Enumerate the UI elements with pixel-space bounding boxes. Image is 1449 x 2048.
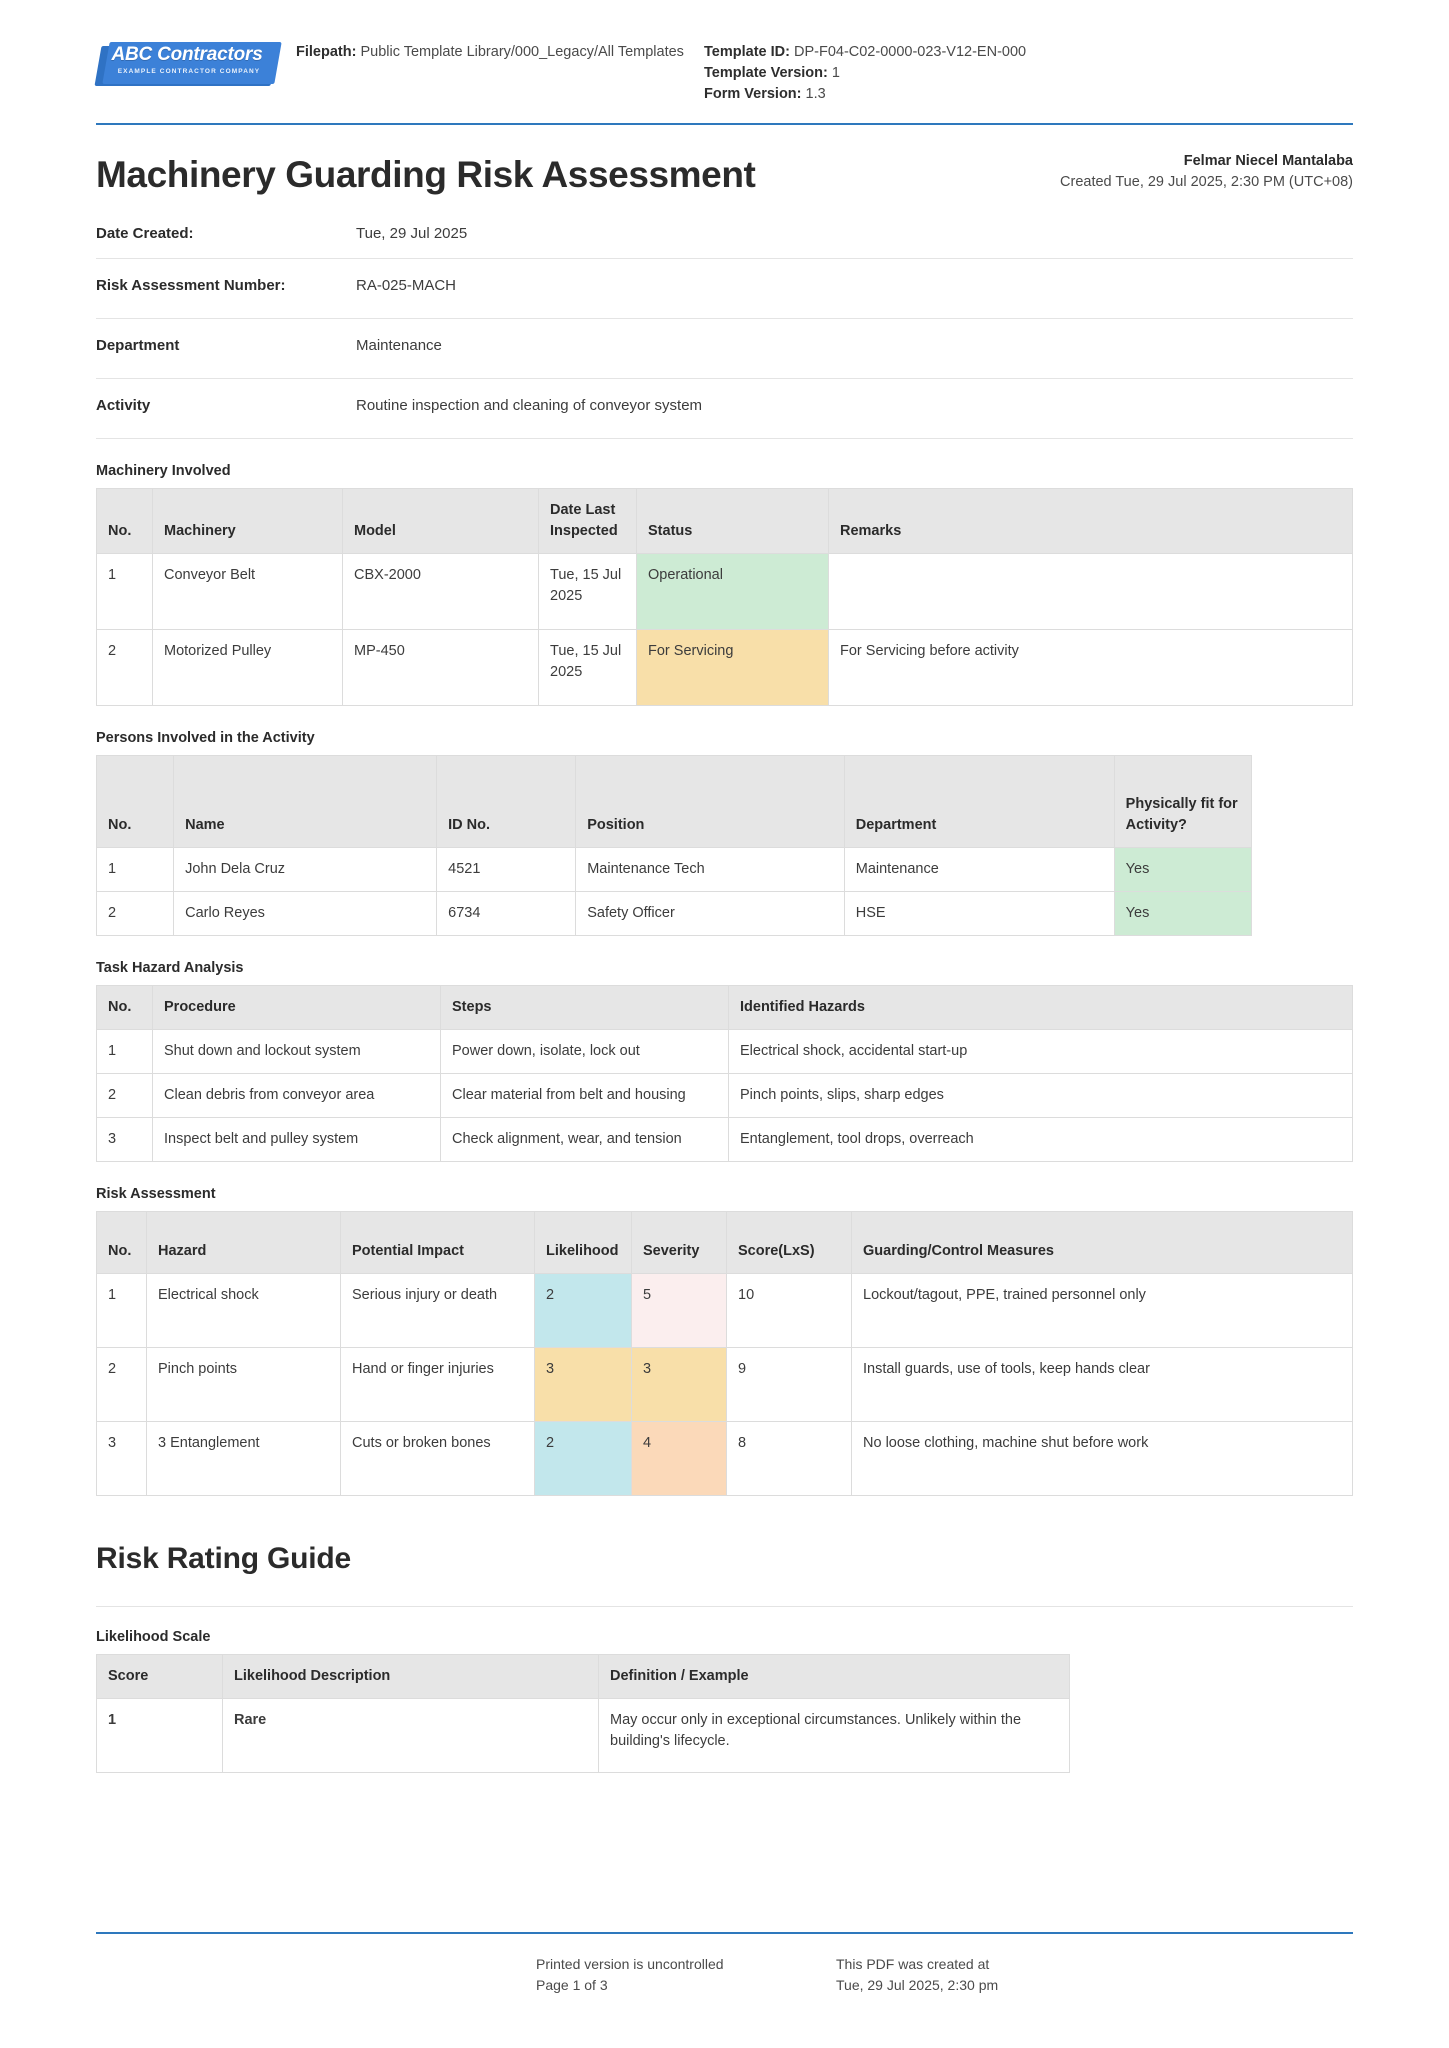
cell-no: 1 bbox=[97, 1030, 153, 1074]
column-header-no: No. bbox=[97, 756, 174, 848]
footer-left-spacer bbox=[96, 1954, 536, 1996]
column-header-remarks: Remarks bbox=[829, 489, 1353, 554]
column-header-definition-example: Definition / Example bbox=[599, 1655, 1070, 1699]
cell-score: 8 bbox=[727, 1422, 852, 1496]
cell-control-measures: Lockout/tagout, PPE, trained personnel only bbox=[852, 1274, 1353, 1348]
table-header-row bbox=[97, 1655, 1070, 1699]
cell-model: CBX-2000 bbox=[343, 554, 539, 630]
meta-row bbox=[96, 379, 1353, 439]
meta-row bbox=[96, 319, 1353, 379]
cell-name: Carlo Reyes bbox=[174, 892, 437, 936]
cell-steps: Clear material from belt and housing bbox=[441, 1074, 729, 1118]
column-header-model: Model bbox=[343, 489, 539, 554]
company-logo bbox=[96, 30, 296, 92]
meta-value: Tue, 29 Jul 2025 bbox=[356, 225, 468, 242]
template-version-row bbox=[704, 63, 1353, 84]
template-id-row bbox=[704, 42, 1353, 63]
cell-hazard: Electrical shock bbox=[147, 1274, 341, 1348]
cell-no: 2 bbox=[97, 1074, 153, 1118]
created-timestamp: Created Tue, 29 Jul 2025, 2:30 PM (UTC+08) bbox=[1060, 174, 1353, 190]
header-meta bbox=[296, 30, 1353, 105]
cell-machinery: Conveyor Belt bbox=[153, 554, 343, 630]
column-header-department: Department bbox=[844, 756, 1114, 848]
cell-no: 2 bbox=[97, 1348, 147, 1422]
cell-physically-fit: Yes bbox=[1114, 848, 1252, 892]
cell-identified-hazards: Entanglement, tool drops, overreach bbox=[729, 1118, 1353, 1162]
risk-assessment-table bbox=[96, 1211, 1353, 1496]
table-row bbox=[97, 1422, 1353, 1496]
cell-status: Operational bbox=[637, 554, 829, 630]
column-header-hazard: Hazard bbox=[147, 1212, 341, 1274]
cell-position: Safety Officer bbox=[576, 892, 845, 936]
filepath-block bbox=[296, 42, 688, 105]
section-title-risk-assessment: Risk Assessment bbox=[96, 1186, 216, 1202]
cell-control-measures: No loose clothing, machine shut before work bbox=[852, 1422, 1353, 1496]
cell-hazard: Pinch points bbox=[147, 1348, 341, 1422]
logo-tagline: EXAMPLE CONTRACTOR COMPANY bbox=[117, 68, 261, 75]
template-version-value: 1 bbox=[831, 65, 840, 81]
column-header-likelihood-description: Likelihood Description bbox=[223, 1655, 599, 1699]
table-row bbox=[97, 554, 1353, 630]
cell-likelihood-description: Rare bbox=[223, 1699, 599, 1773]
meta-value: Maintenance bbox=[356, 337, 442, 354]
title-row bbox=[96, 151, 1353, 197]
column-header-no: No. bbox=[97, 489, 153, 554]
header-divider bbox=[96, 123, 1353, 125]
meta-value: RA-025-MACH bbox=[356, 277, 457, 294]
footer-pdf-created bbox=[836, 1954, 1353, 1996]
meta-row bbox=[96, 213, 1353, 259]
column-header-guarding-control-measures: Guarding/Control Measures bbox=[852, 1212, 1353, 1274]
table-header-row bbox=[97, 986, 1353, 1030]
cell-date-last-inspected: Tue, 15 Jul 2025 bbox=[539, 630, 637, 706]
cell-model: MP-450 bbox=[343, 630, 539, 706]
cell-steps: Power down, isolate, lock out bbox=[441, 1030, 729, 1074]
cell-score: 10 bbox=[727, 1274, 852, 1348]
meta-row bbox=[96, 259, 1353, 319]
cell-hazard: 3 Entanglement bbox=[147, 1422, 341, 1496]
column-header-no: No. bbox=[97, 986, 153, 1030]
footer-divider bbox=[96, 1932, 1353, 1934]
meta-key: Risk Assessment Number: bbox=[96, 277, 286, 294]
cell-department: Maintenance bbox=[844, 848, 1114, 892]
cell-potential-impact: Hand or finger injuries bbox=[341, 1348, 535, 1422]
section-title-machinery: Machinery Involved bbox=[96, 463, 231, 479]
cell-no: 2 bbox=[97, 630, 153, 706]
cell-procedure: Clean debris from conveyor area bbox=[153, 1074, 441, 1118]
cell-identified-hazards: Pinch points, slips, sharp edges bbox=[729, 1074, 1353, 1118]
cell-potential-impact: Cuts or broken bones bbox=[341, 1422, 535, 1496]
table-row bbox=[97, 630, 1353, 706]
cell-no: 1 bbox=[97, 848, 174, 892]
cell-no: 2 bbox=[97, 892, 174, 936]
cell-severity: 5 bbox=[632, 1274, 727, 1348]
cell-severity: 3 bbox=[632, 1348, 727, 1422]
page-number-label: Page 1 of 3 bbox=[536, 1977, 608, 1993]
meta-key: Department bbox=[96, 337, 180, 354]
table-header-row bbox=[97, 489, 1353, 554]
meta-value: Routine inspection and cleaning of conveyor system bbox=[356, 397, 703, 414]
cell-position: Maintenance Tech bbox=[576, 848, 845, 892]
template-id-value: DP-F04-C02-0000-023-V12-EN-000 bbox=[793, 44, 1027, 60]
column-header-name: Name bbox=[174, 756, 437, 848]
table-row bbox=[97, 1699, 1070, 1773]
table-row bbox=[97, 848, 1252, 892]
meta-key: Date Created: bbox=[96, 225, 194, 242]
template-info-block bbox=[698, 42, 1353, 105]
cell-id-no: 4521 bbox=[437, 848, 576, 892]
table-row bbox=[97, 892, 1252, 936]
column-header-procedure: Procedure bbox=[153, 986, 441, 1030]
printed-version-notice: Printed version is uncontrolled bbox=[536, 1956, 724, 1972]
pdf-created-label: This PDF was created at bbox=[836, 1956, 990, 1972]
column-header-physically-fit: Physically fit for Activity? bbox=[1114, 756, 1252, 848]
cell-likelihood: 3 bbox=[535, 1348, 632, 1422]
guide-divider bbox=[96, 1606, 1353, 1607]
column-header-score: Score(LxS) bbox=[727, 1212, 852, 1274]
filepath-label: Filepath: bbox=[296, 44, 357, 60]
cell-no: 3 bbox=[97, 1422, 147, 1496]
page-title: Machinery Guarding Risk Assessment bbox=[96, 154, 756, 195]
task-hazard-table bbox=[96, 985, 1353, 1162]
cell-status: For Servicing bbox=[637, 630, 829, 706]
table-row bbox=[97, 1074, 1353, 1118]
cell-severity: 4 bbox=[632, 1422, 727, 1496]
table-header-row bbox=[97, 1212, 1353, 1274]
column-header-position: Position bbox=[576, 756, 845, 848]
cell-procedure: Shut down and lockout system bbox=[153, 1030, 441, 1074]
document-footer bbox=[96, 1932, 1353, 1996]
cell-likelihood: 2 bbox=[535, 1274, 632, 1348]
table-header-row bbox=[97, 756, 1252, 848]
cell-id-no: 6734 bbox=[437, 892, 576, 936]
column-header-steps: Steps bbox=[441, 986, 729, 1030]
cell-procedure: Inspect belt and pulley system bbox=[153, 1118, 441, 1162]
table-row bbox=[97, 1118, 1353, 1162]
cell-name: John Dela Cruz bbox=[174, 848, 437, 892]
column-header-identified-hazards: Identified Hazards bbox=[729, 986, 1353, 1030]
template-id-label: Template ID: bbox=[704, 44, 790, 60]
template-version-label: Template Version: bbox=[704, 65, 828, 81]
column-header-likelihood: Likelihood bbox=[535, 1212, 632, 1274]
table-row bbox=[97, 1348, 1353, 1422]
cell-machinery: Motorized Pulley bbox=[153, 630, 343, 706]
column-header-severity: Severity bbox=[632, 1212, 727, 1274]
section-title-likelihood-scale: Likelihood Scale bbox=[96, 1629, 211, 1645]
footer-print-notice bbox=[536, 1954, 836, 1996]
created-by-block bbox=[1060, 151, 1353, 197]
cell-steps: Check alignment, wear, and tension bbox=[441, 1118, 729, 1162]
cell-remarks: For Servicing before activity bbox=[829, 630, 1353, 706]
logo-company-name: ABC Contractors bbox=[111, 44, 263, 65]
table-row bbox=[97, 1274, 1353, 1348]
form-version-label: Form Version: bbox=[704, 86, 802, 102]
cell-identified-hazards: Electrical shock, accidental start-up bbox=[729, 1030, 1353, 1074]
cell-department: HSE bbox=[844, 892, 1114, 936]
meta-key: Activity bbox=[96, 397, 151, 414]
cell-likelihood: 2 bbox=[535, 1422, 632, 1496]
cell-potential-impact: Serious injury or death bbox=[341, 1274, 535, 1348]
column-header-id-no: ID No. bbox=[437, 756, 576, 848]
machinery-table bbox=[96, 488, 1353, 706]
persons-table bbox=[96, 755, 1252, 936]
cell-definition-example: May occur only in exceptional circumstances. Unlikely within the building's lifecycle. bbox=[599, 1699, 1070, 1773]
likelihood-scale-table bbox=[96, 1654, 1070, 1773]
form-version-row bbox=[704, 84, 1353, 105]
filepath-value: Public Template Library/000_Legacy/All Templates bbox=[360, 44, 684, 60]
cell-score: 1 bbox=[97, 1699, 223, 1773]
column-header-potential-impact: Potential Impact bbox=[341, 1212, 535, 1274]
pdf-created-timestamp: Tue, 29 Jul 2025, 2:30 pm bbox=[836, 1977, 999, 1993]
cell-remarks bbox=[829, 554, 1353, 630]
section-title-task-hazard: Task Hazard Analysis bbox=[96, 960, 244, 976]
form-version-value: 1.3 bbox=[805, 86, 826, 102]
cell-control-measures: Install guards, use of tools, keep hands clear bbox=[852, 1348, 1353, 1422]
cell-score: 9 bbox=[727, 1348, 852, 1422]
cell-date-last-inspected: Tue, 15 Jul 2025 bbox=[539, 554, 637, 630]
column-header-status: Status bbox=[637, 489, 829, 554]
table-row bbox=[97, 1030, 1353, 1074]
cell-physically-fit: Yes bbox=[1114, 892, 1252, 936]
document-meta-table bbox=[96, 213, 1353, 439]
cell-no: 1 bbox=[97, 554, 153, 630]
column-header-no: No. bbox=[97, 1212, 147, 1274]
section-title-persons: Persons Involved in the Activity bbox=[96, 730, 315, 746]
cell-no: 1 bbox=[97, 1274, 147, 1348]
column-header-score: Score bbox=[97, 1655, 223, 1699]
author-name: Felmar Niecel Mantalaba bbox=[1183, 153, 1353, 169]
column-header-date-last-inspected: Date Last Inspected bbox=[539, 489, 637, 554]
cell-no: 3 bbox=[97, 1118, 153, 1162]
document-header bbox=[96, 0, 1353, 123]
risk-rating-guide-heading: Risk Rating Guide bbox=[96, 1542, 351, 1575]
column-header-machinery: Machinery bbox=[153, 489, 343, 554]
